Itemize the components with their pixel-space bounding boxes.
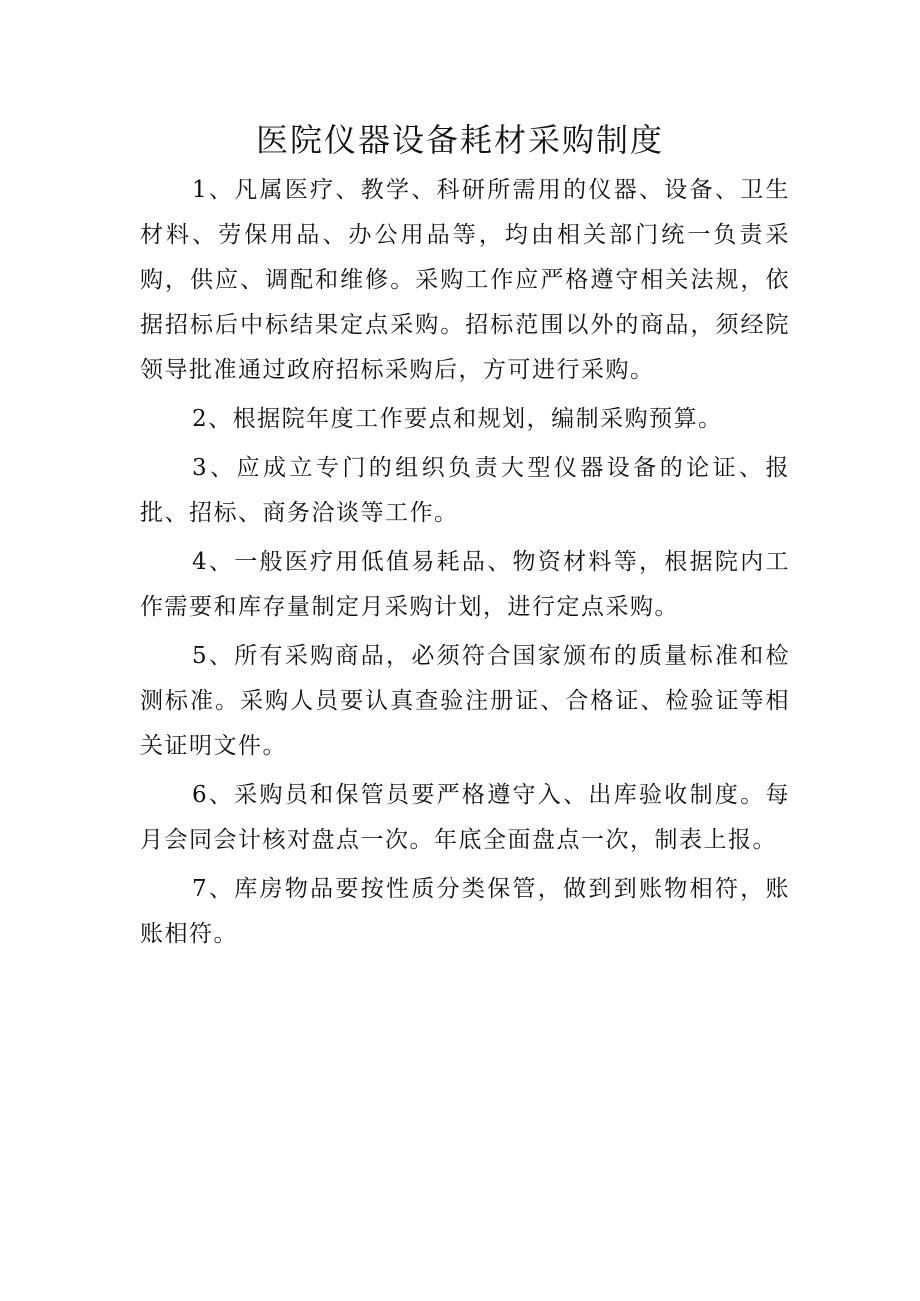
paragraph-4: 4、一般医疗用低值易耗品、物资材料等，根据院内工作需要和库存量制定月采购计划，进行定点采购。: [140, 549, 790, 620]
paragraph-1: 1、凡属医疗、教学、科研所需用的仪器、设备、卫生材料、劳保用品、办公用品等，均由相关部门统一负责采购，供应、调配和维修。采购工作应严格遵守相关法规，依据招标后中标结果定点采购。招标范围以外的商品，须经院领导批准通过政府招标采购后，方可进行采购。: [140, 177, 790, 383]
paragraph-7: 7、库房物品要按性质分类保管，做到到账物相符，账账相符。: [140, 876, 790, 947]
paragraph-3: 3、应成立专门的组织负责大型仪器设备的论证、报批、招标、商务洽谈等工作。: [140, 455, 790, 526]
paragraph-6: 6、采购员和保管员要严格遵守入、出库验收制度。每月会同会计核对盘点一次。年底全面盘点一次，制表上报。: [140, 782, 790, 853]
document-body: [140, 168, 790, 961]
paragraph-5: 5、所有采购商品，必须符合国家颁布的质量标准和检测标准。采购人员要认真查验注册证、合格证、检验证等相关证明文件。: [140, 643, 790, 759]
document-title: 医院仪器设备耗材采购制度: [255, 121, 664, 159]
paragraph-2: 2、根据院年度工作要点和规划，编制采购预算。: [192, 406, 723, 432]
